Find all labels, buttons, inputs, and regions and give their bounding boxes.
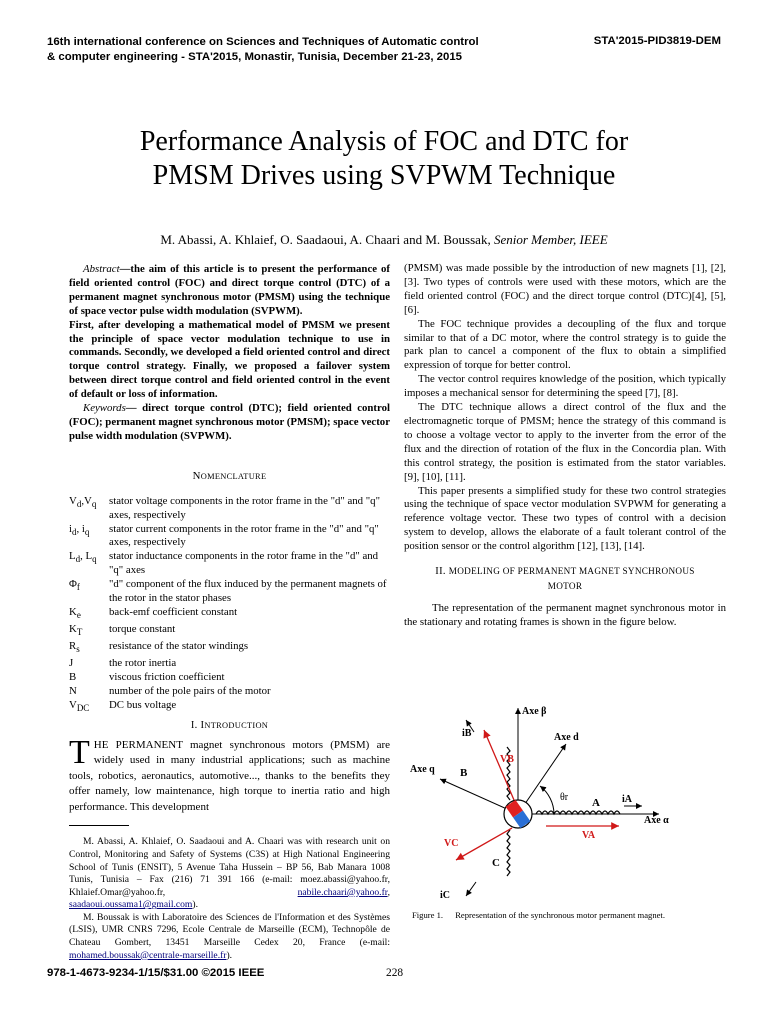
nomenclature-symbol: $K_T$	[69, 623, 83, 638]
nomenclature-item	[69, 606, 390, 623]
title-line-1: Performance Analysis of FOC and DTC for	[139, 126, 629, 157]
nomenclature-symbol: $V_d,V_q$	[69, 494, 97, 509]
nomenclature-symbol: $\Phi_f$	[69, 578, 80, 593]
email-link[interactable]: nabile.chaari@yahoo.fr	[297, 886, 388, 898]
left-column	[69, 263, 390, 962]
conference-header	[47, 35, 517, 65]
conference-line-2: & computer engineering - STA'2015, Monastir, Tunisia, December 21-23, 2015	[47, 51, 463, 63]
nomenclature-definition: torque constant	[109, 623, 176, 635]
body-paragraph: This paper presents a simplified study for these two control strategies using the technique of space vector modulation SVPWM for generating a reference voltage vector. These two types of control with a decision system to develop, allows the elaborate of a fault tolerant control of the position sensor or the control algorithm [12], [13], [14].	[404, 484, 726, 553]
nomenclature-symbol: $i_d$, $i_q$	[69, 522, 90, 537]
nomenclature-item	[69, 523, 390, 551]
diagram-svg	[404, 702, 726, 908]
body-paragraph: The vector control requires knowledge of the position, which typically imposes a mechanical sensor for determining the speed [7], [8].	[404, 373, 726, 400]
conference-line-1: 16th international conference on Sciences and Techniques of Automatic control	[47, 36, 479, 48]
nomenclature-symbol: $V_{DC}$	[69, 698, 90, 713]
nomenclature-definition: resistance of the stator windings	[109, 640, 249, 653]
nomenclature-symbol: B	[69, 671, 77, 684]
nomenclature-item	[69, 685, 390, 699]
keywords-paragraph	[69, 402, 390, 444]
nomenclature-list	[69, 495, 390, 716]
isbn-copyright: 978-1-4673-9234-1/15/$31.00 ©2015 IEEE	[47, 967, 265, 979]
nomenclature-definition: "d" component of the flux induced by the permanent magnets of the rotor in the stator phases	[109, 578, 387, 605]
keywords-text: — direct torque control (DTC); field oriented control (FOC); permanent magnet synchronous motor (PMSM); space vector pulse width modulation (SVPWM).	[69, 402, 390, 442]
nomenclature-definition: stator current components in the rotor frame in the "d" and "q" axes, respectively	[109, 522, 379, 549]
nomenclature-definition: back-emf coefficient constant	[109, 605, 238, 618]
nomenclature-symbol: $K_e$	[69, 605, 81, 621]
nomenclature-symbol: J	[69, 657, 74, 670]
section-2-heading: II. MODELING OF PERMANENT MAGNET SYNCHRONOUS MOTOR	[435, 566, 695, 592]
paper-title	[60, 125, 708, 193]
label-phase-B: B	[460, 767, 468, 779]
body-paragraph: The DTC technique allows a direct control of the flux and the electromagnetic torque of PMSM; hence the strategy of this command is to choose a voltage vector to apply to the inverter from the error of the flux and the direction of rotation of the flux in the Concordia plan. With this control strategy, the position is estimated from the stator variables. [9], [10], [11].	[404, 401, 726, 483]
nomenclature-item	[69, 495, 390, 523]
abstract-label: Abstract	[83, 263, 120, 275]
nomenclature-symbol: $L_d$, $L_q$	[69, 550, 97, 565]
label-VA: VA	[582, 830, 596, 841]
label-theta: θr	[560, 792, 569, 803]
body-paragraph: The FOC technique provides a decoupling of the flux and torque similar to that of a DC motor, where the control strategy is to guide the park plan to cancel a component of the flux to obtain a simplified expression of torque for better control.	[404, 317, 726, 372]
email-link[interactable]: mohamed.boussak@centrale-marseille.fr	[69, 949, 227, 961]
body-paragraph: The representation of the permanent magnet synchronous motor in the stationary and rotating frames is shown in the figure below.	[404, 602, 726, 628]
label-iA: iA	[622, 794, 632, 805]
footnote-1: M. Abassi, A. Khlaief, O. Saadaoui and A. Chaari was with research unit on Control, Monitoring and Safety of Systems (C3S) at High National Engineering School of Tunis (ENSIT), 5 Avenue Taha Hussein – BP 56, Bab Manara 1008 Tunis, Tunisia – Fax (216) 71 391 166 (e-mail: moez.abassi@yahoo.fr, Khlaief.Omar@yahoo.fr, nabile.chaari@yahoo.fr, saadaoui.oussama1@gmail.com).	[69, 836, 390, 911]
nomenclature-definition: number of the pole pairs of the motor	[109, 684, 271, 697]
drop-cap: T	[69, 733, 90, 771]
title-line-2: PMSM Drives using SVPWM Technique	[152, 160, 616, 191]
paper-id: STA'2015-PID3819-DEM	[593, 35, 721, 47]
label-axe-d: Axe d	[554, 732, 579, 743]
label-phase-C: C	[492, 857, 500, 869]
abstract-text-1: —the aim of this article is to present the performance of field oriented control (FOC) and direct torque control (DTC) of a permanent magnet synchronous motor (PMSM) using the technique of space vector pulse width modulation (SVPWM).	[69, 263, 390, 317]
label-iC: iC	[440, 890, 450, 901]
nomenclature-heading: NOMENCLATURE	[192, 469, 267, 482]
figure-caption-text: Representation of the synchronous motor permanent magnet.	[455, 910, 665, 920]
nomenclature-item	[69, 550, 390, 578]
footnotes	[69, 836, 390, 962]
nomenclature-item	[69, 623, 390, 640]
label-axe-alpha: Axe α	[644, 815, 669, 826]
label-VB: VB	[500, 754, 514, 765]
nomenclature-definition: stator voltage components in the rotor frame in the "d" and "q" axes, respectively	[109, 494, 380, 521]
author-list	[40, 232, 728, 248]
keywords-label: Keywords	[83, 402, 126, 415]
nomenclature-item	[69, 578, 390, 606]
body-paragraph: (PMSM) was made possible by the introduction of new magnets [1], [2], [3]. Two types of controls were used with these motors, which are the field oriented control (FOC) and the direct torque control (DTC)[4], [5], [6].	[404, 262, 726, 316]
nomenclature-symbol: $R_s$	[69, 640, 80, 655]
nomenclature-definition: DC bus voltage	[109, 698, 177, 711]
coil-C	[507, 830, 510, 876]
nomenclature-item	[69, 657, 390, 671]
introduction-text: HE PERMANENT magnet synchronous motors (PMSM) are widely used in many industrial applications; such as machine tools, robotics, aeronautics, automotive..., thanks to the benefits they offer namely, low maintenance, high torque to inertia ratio and high performance. This development	[69, 738, 390, 813]
label-axe-q: Axe q	[410, 764, 435, 775]
nomenclature-symbol: N	[69, 684, 77, 697]
introduction-heading: I. INTRODUCTION	[190, 718, 269, 731]
label-iB: iB	[462, 728, 472, 739]
email-link[interactable]: saadaoui.oussama1@gmail.com	[69, 899, 193, 911]
figure-label: Figure 1.	[412, 910, 444, 920]
current-iC-arrow	[466, 882, 476, 896]
motor-frame-diagram	[404, 702, 726, 908]
nomenclature-item	[69, 671, 390, 685]
right-column	[404, 262, 726, 630]
theta-arc	[540, 786, 554, 814]
footnote-2: M. Boussak is with Laboratoire des Sciences de l'Information et des Systèmes (LSIS), UMR CNRS 7296, Ecole Centrale de Marseille (ECM), Technopôle de Chateau Gombert, 13451 Marseille Cedex 20, France (e-mail: mohamed.boussak@centrale-marseille.fr).	[69, 911, 390, 961]
abstract-paragraph	[69, 263, 390, 319]
author-names: M. Abassi, A. Khlaief, O. Saadaoui, A. Chaari and M. Boussak,	[160, 232, 494, 247]
author-membership: Senior Member, IEEE	[493, 232, 608, 247]
nomenclature-definition: viscous friction coefficient	[109, 671, 225, 684]
voltage-vector-C	[456, 828, 512, 860]
label-axe-beta: Axe β	[522, 706, 547, 717]
nomenclature-definition: the rotor inertia	[109, 657, 177, 670]
nomenclature-item	[69, 699, 390, 716]
page-number: 228	[386, 967, 404, 979]
nomenclature-item	[69, 640, 390, 657]
label-VC: VC	[444, 838, 459, 849]
coil-A	[536, 811, 620, 814]
label-phase-A: A	[592, 797, 600, 809]
figure-caption	[412, 910, 726, 920]
introduction-paragraph	[69, 733, 390, 816]
nomenclature-definition: stator inductance components in the rotor frame in the "d" and "q" axes	[109, 550, 379, 577]
abstract-paragraph-2: First, after developing a mathematical model of PMSM we present the principle of space vector modulation technique to use in commands. Secondly, we developed a field oriented control and direct torque control strategy. Finally, we proposed a failover system between direct torque control and field oriented control in the event of default or loss of information.	[69, 318, 390, 401]
